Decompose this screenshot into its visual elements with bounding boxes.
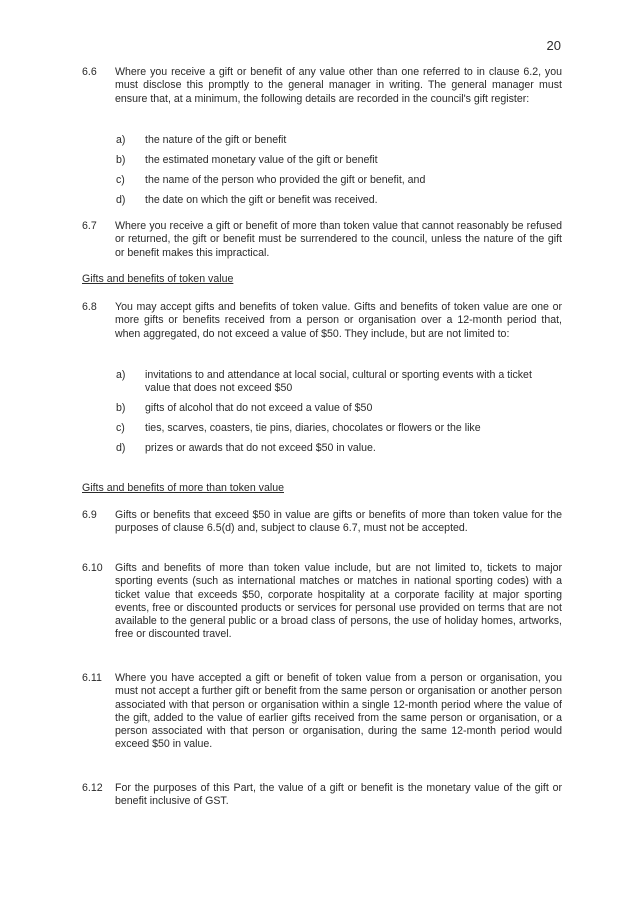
list-text: prizes or awards that do not exceed $50 in value.: [145, 442, 376, 454]
page-number: 20: [546, 38, 561, 53]
clause-text: For the purposes of this Part, the value of a gift or benefit is the monetary value of the gift or benefit inclusive of GST.: [115, 782, 562, 808]
clause-number: 6.8: [82, 301, 97, 313]
list-item: [116, 422, 546, 435]
clause-text: Gifts and benefits of more than token value include, but are not limited to, tickets to major sporting events (such as international matches or matches in national sporting codes) with a ticket value that exceeds $50, corporate hospitality at a corporate facility at major sporting events, free or discounted products or services for personal use provided on terms that are not available to the general public or a broad class of persons, the use of holiday homes, artworks, free or discounted travel.: [115, 562, 562, 641]
list-text: the estimated monetary value of the gift or benefit: [145, 154, 378, 166]
section-heading-more-than-token: Gifts and benefits of more than token value: [82, 482, 284, 494]
clause-6-6: [82, 66, 562, 106]
clause-number: 6.6: [82, 66, 97, 78]
clause-text: You may accept gifts and benefits of token value. Gifts and benefits of token value are one or more gifts or benefits received from a person or organisation over a 12-month period that, when aggregated, do not exceed a value of $50. They include, but are not limited to:: [115, 301, 562, 340]
clause-6-9: [82, 509, 562, 536]
list-text: the name of the person who provided the gift or benefit, and: [145, 174, 426, 186]
clause-text: Where you receive a gift or benefit of more than token value that cannot reasonably be refused or returned, the gift or benefit must be surrendered to the council, unless the nature of the gift or benefit makes this impractical.: [115, 220, 562, 259]
list-letter: c): [116, 174, 125, 186]
clause-text: Gifts or benefits that exceed $50 in value are gifts or benefits of more than token value for the purposes of clause 6.5(d) and, subject to clause 6.7, must not be accepted.: [115, 509, 562, 535]
list-letter: d): [116, 442, 126, 454]
clause-text: Where you have accepted a gift or benefit of token value from a person or organisation, you must not accept a further gift or benefit from the same person or organisation or another person associated with that person or organisation within a single 12-month period where the value of the gift, added to the value of earlier gifts received from the same person or organisation, or a person associated with that person or organisation, during the same 12-month period would exceed $50 in value.: [115, 672, 562, 751]
clause-6-8: [82, 301, 562, 341]
list-item: [116, 194, 546, 207]
list-letter: b): [116, 154, 126, 166]
list-letter: b): [116, 402, 126, 414]
list-letter: d): [116, 194, 126, 206]
list-item: [116, 402, 546, 415]
clause-6-11: [82, 672, 562, 752]
list-letter: a): [116, 134, 126, 146]
list-text: the date on which the gift or benefit was received.: [145, 194, 378, 206]
list-item: [116, 154, 546, 167]
clause-number: 6.9: [82, 509, 97, 521]
clause-number: 6.7: [82, 220, 97, 232]
clause-6-7: [82, 220, 562, 260]
clause-6-10: [82, 562, 562, 642]
clause-number: 6.12: [82, 782, 103, 794]
clause-number: 6.11: [82, 672, 102, 684]
list-item: [116, 134, 546, 147]
clause-6-12: [82, 782, 562, 809]
list-letter: a): [116, 369, 126, 381]
section-heading-token-value: Gifts and benefits of token value: [82, 273, 234, 285]
list-text: invitations to and attendance at local social, cultural or sporting events with a ticket value that does not exceed $50: [145, 369, 532, 395]
clause-text: Where you receive a gift or benefit of any value other than one referred to in clause 6.2, you must disclose this promptly to the general manager in writing. The general manager must ensure that, at a minimum, the following details are recorded in the council's gift register:: [115, 66, 562, 105]
list-item: [116, 369, 546, 396]
list-item: [116, 442, 376, 455]
clause-number: 6.10: [82, 562, 103, 574]
list-text: ties, scarves, coasters, tie pins, diaries, chocolates or flowers or the like: [145, 422, 481, 434]
list-letter: c): [116, 422, 125, 434]
list-item: [116, 174, 546, 187]
list-text: the nature of the gift or benefit: [145, 134, 287, 146]
list-text: gifts of alcohol that do not exceed a value of $50: [145, 402, 373, 414]
